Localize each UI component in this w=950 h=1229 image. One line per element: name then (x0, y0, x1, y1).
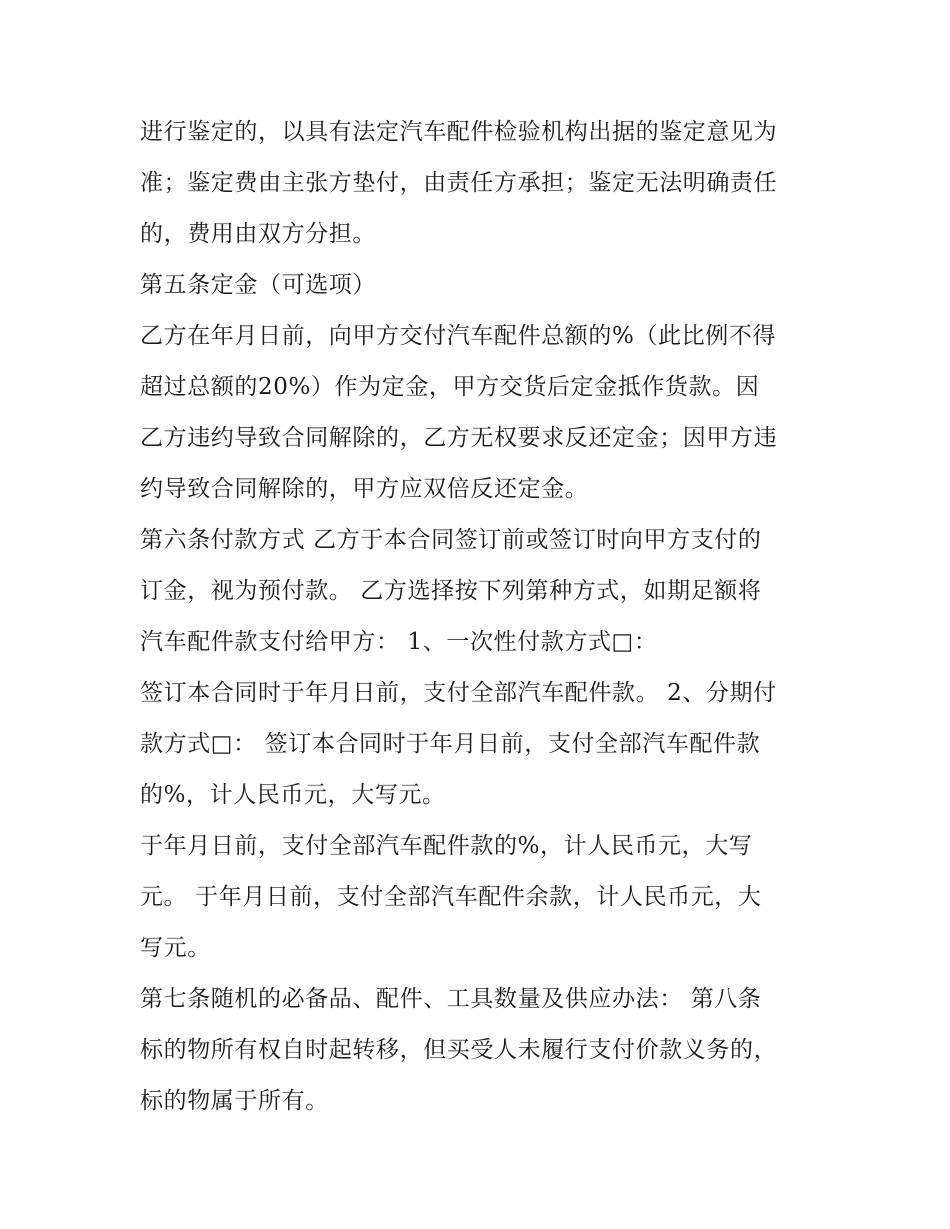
text-line: 元。 于年月日前，支付全部汽车配件余款，计人民币元，大 (140, 884, 762, 910)
text-line: 准；鉴定费由主张方垫付，由责任方承担；鉴定无法明确责任 (140, 170, 778, 196)
text-line: 款方式□： 签订本合同时于年月日前，支付全部汽车配件款 (140, 731, 761, 757)
section-heading-article-7: 第七条随机的必备品、配件、工具数量及供应办法： 第八条 (140, 986, 762, 1012)
text-line: 写元。 (140, 935, 211, 961)
section-heading-article-5: 第五条定金（可选项） (140, 272, 376, 298)
text-line: 标的物所有权自时起转移，但买受人未履行支付价款义务的， (140, 1037, 778, 1063)
text-line: 签订本合同时于年月日前，支付全部汽车配件款。 2、分期付 (140, 680, 777, 706)
text-line: 的%，计人民币元，大写元。 (140, 782, 446, 808)
text-line: 的，费用由双方分担。 (140, 221, 376, 247)
text-line: 订金，视为预付款。 乙方选择按下列第种方式，如期足额将 (140, 578, 762, 604)
section-heading-article-6: 第六条付款方式 乙方于本合同签订前或签订时向甲方支付的 (140, 527, 762, 553)
text-line: 汽车配件款支付给甲方： 1、一次性付款方式□： (140, 629, 658, 655)
text-line: 乙方违约导致合同解除的，乙方无权要求反还定金；因甲方违 (140, 425, 778, 451)
text-line: 进行鉴定的，以具有法定汽车配件检验机构出据的鉴定意见为 (140, 119, 778, 145)
contract-text (140, 107, 820, 1127)
text-line: 于年月日前，支付全部汽车配件款的%，计人民币元，大写 (140, 833, 753, 859)
text-line: 约导致合同解除的，甲方应双倍反还定金。 (140, 476, 589, 502)
text-line: 乙方在年月日前，向甲方交付汽车配件总额的%（此比例不得 (140, 323, 777, 349)
text-line: 标的物属于所有。 (140, 1088, 329, 1114)
text-line: 超过总额的20%）作为定金，甲方交货后定金抵作货款。因 (140, 374, 760, 400)
